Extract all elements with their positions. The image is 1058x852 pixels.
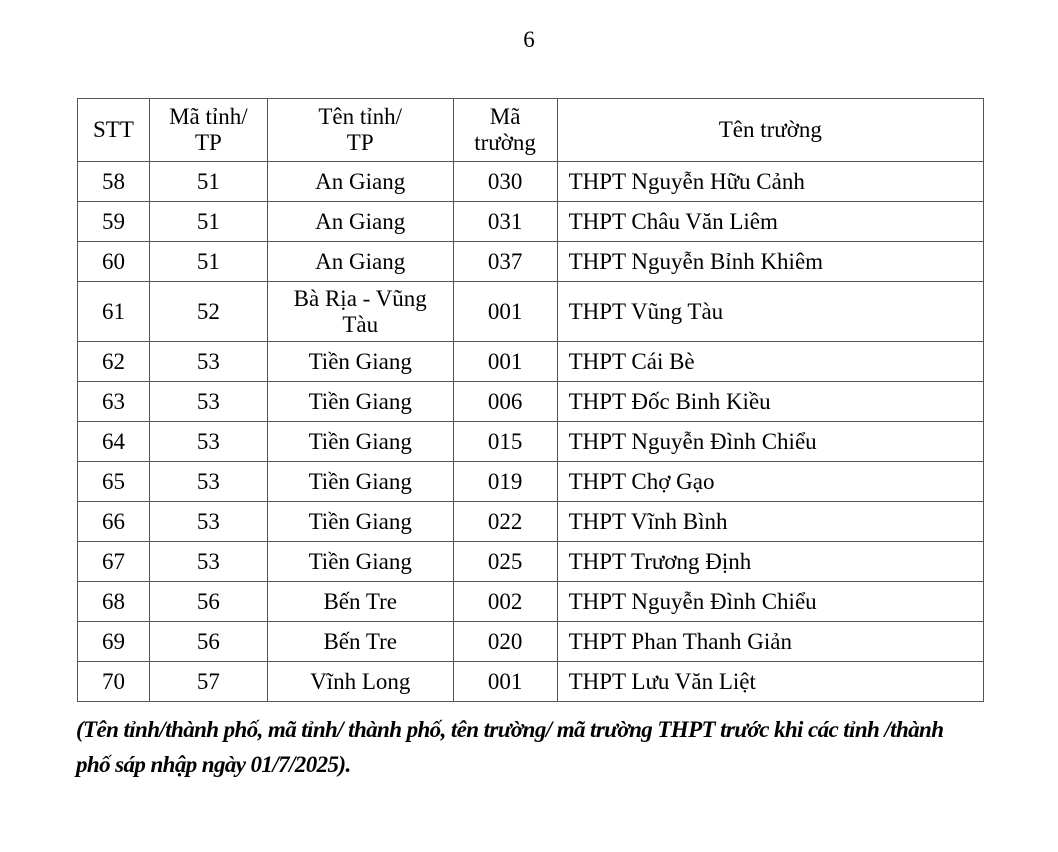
header-ten-truong: Tên trường: [557, 99, 983, 162]
cell-stt: 62: [78, 342, 150, 382]
cell-ma-truong: 002: [453, 582, 557, 622]
cell-ten-truong: THPT Châu Văn Liêm: [557, 202, 983, 242]
cell-ten-tinh: Tiền Giang: [267, 342, 453, 382]
cell-ten-tinh: An Giang: [267, 202, 453, 242]
cell-ten-tinh: Vĩnh Long: [267, 662, 453, 702]
cell-ma-tinh: 53: [149, 382, 267, 422]
header-ma-tinh: [149, 99, 267, 162]
cell-ten-truong: THPT Lưu Văn Liệt: [557, 662, 983, 702]
cell-ma-tinh: 53: [149, 462, 267, 502]
cell-ma-truong: 037: [453, 242, 557, 282]
cell-ma-tinh: 53: [149, 342, 267, 382]
cell-stt: 70: [78, 662, 150, 702]
cell-ten-truong: THPT Chợ Gạo: [557, 462, 983, 502]
cell-ma-truong: 022: [453, 502, 557, 542]
cell-ten-truong: THPT Nguyễn Đình Chiểu: [557, 422, 983, 462]
cell-ma-truong: 020: [453, 622, 557, 662]
cell-stt: 60: [78, 242, 150, 282]
cell-ten-truong: THPT Trương Định: [557, 542, 983, 582]
header-ten-tinh-line1: Tên tỉnh/: [318, 104, 403, 129]
page-number: 6: [523, 27, 535, 52]
cell-stt: 58: [78, 162, 150, 202]
table-row: [78, 622, 984, 662]
cell-ten-tinh: Tiền Giang: [267, 542, 453, 582]
header-stt: STT: [78, 99, 150, 162]
table-row: [78, 542, 984, 582]
cell-ten-tinh: Bà Rịa - Vũng Tàu: [267, 282, 453, 342]
cell-ten-truong: THPT Vĩnh Bình: [557, 502, 983, 542]
cell-ten-truong: THPT Phan Thanh Giản: [557, 622, 983, 662]
cell-ma-truong: 025: [453, 542, 557, 582]
cell-ma-truong: 019: [453, 462, 557, 502]
cell-ma-truong: 001: [453, 342, 557, 382]
cell-ten-tinh: Tiền Giang: [267, 462, 453, 502]
cell-ten-tinh: Bến Tre: [267, 582, 453, 622]
cell-ma-tinh: 53: [149, 422, 267, 462]
cell-stt: 59: [78, 202, 150, 242]
cell-ten-truong: THPT Cái Bè: [557, 342, 983, 382]
header-ma-truong-line1: Mã: [489, 104, 521, 129]
table-row: [78, 582, 984, 622]
cell-ten-truong: THPT Nguyễn Đình Chiểu: [557, 582, 983, 622]
cell-ten-tinh: An Giang: [267, 162, 453, 202]
cell-ten-tinh: Tiền Giang: [267, 382, 453, 422]
cell-ma-tinh: 51: [149, 162, 267, 202]
header-ten-tinh: [267, 99, 453, 162]
table-row: [78, 422, 984, 462]
cell-ten-truong: THPT Vũng Tàu: [557, 282, 983, 342]
table-row: [78, 242, 984, 282]
cell-stt: 65: [78, 462, 150, 502]
cell-stt: 61: [78, 282, 150, 342]
header-ma-tinh-line1: Mã tỉnh/: [169, 104, 248, 129]
cell-ten-tinh: An Giang: [267, 242, 453, 282]
cell-ma-truong: 001: [453, 662, 557, 702]
table-header-row: [78, 99, 984, 162]
cell-ma-tinh: 51: [149, 242, 267, 282]
cell-ten-truong: THPT Đốc Binh Kiều: [557, 382, 983, 422]
table-row: [78, 342, 984, 382]
table-row: [78, 162, 984, 202]
table-row: [78, 462, 984, 502]
header-ma-tinh-line2: TP: [194, 130, 222, 155]
table-row: [78, 502, 984, 542]
cell-stt: 63: [78, 382, 150, 422]
header-ten-tinh-line2: TP: [346, 130, 374, 155]
cell-ma-truong: 031: [453, 202, 557, 242]
cell-stt: 64: [78, 422, 150, 462]
cell-ma-truong: 006: [453, 382, 557, 422]
cell-ma-truong: 030: [453, 162, 557, 202]
cell-ten-tinh: Tiền Giang: [267, 502, 453, 542]
table-row: [78, 282, 984, 342]
cell-ma-tinh: 56: [149, 622, 267, 662]
cell-stt: 69: [78, 622, 150, 662]
cell-ma-truong: 001: [453, 282, 557, 342]
cell-ten-tinh: Bến Tre: [267, 622, 453, 662]
cell-ma-truong: 015: [453, 422, 557, 462]
table-row: [78, 382, 984, 422]
schools-table: [77, 98, 984, 702]
cell-ma-tinh: 52: [149, 282, 267, 342]
table-row: [78, 662, 984, 702]
header-ma-truong-line2: trường: [474, 130, 536, 155]
cell-stt: 68: [78, 582, 150, 622]
cell-ten-truong: THPT Nguyễn Bỉnh Khiêm: [557, 242, 983, 282]
cell-stt: 67: [78, 542, 150, 582]
cell-ma-tinh: 51: [149, 202, 267, 242]
cell-ma-tinh: 53: [149, 542, 267, 582]
cell-ma-tinh: 56: [149, 582, 267, 622]
cell-stt: 66: [78, 502, 150, 542]
cell-ten-tinh: Tiền Giang: [267, 422, 453, 462]
table-row: [78, 202, 984, 242]
cell-ten-truong: THPT Nguyễn Hữu Cảnh: [557, 162, 983, 202]
cell-ma-tinh: 57: [149, 662, 267, 702]
footnote: (Tên tỉnh/thành phố, mã tỉnh/ thành phố, tên trường/ mã trường THPT trước khi các tỉnh /thành phố sáp nhập ngày 01/7/2025).: [76, 717, 944, 777]
header-ma-truong: [453, 99, 557, 162]
cell-ma-tinh: 53: [149, 502, 267, 542]
